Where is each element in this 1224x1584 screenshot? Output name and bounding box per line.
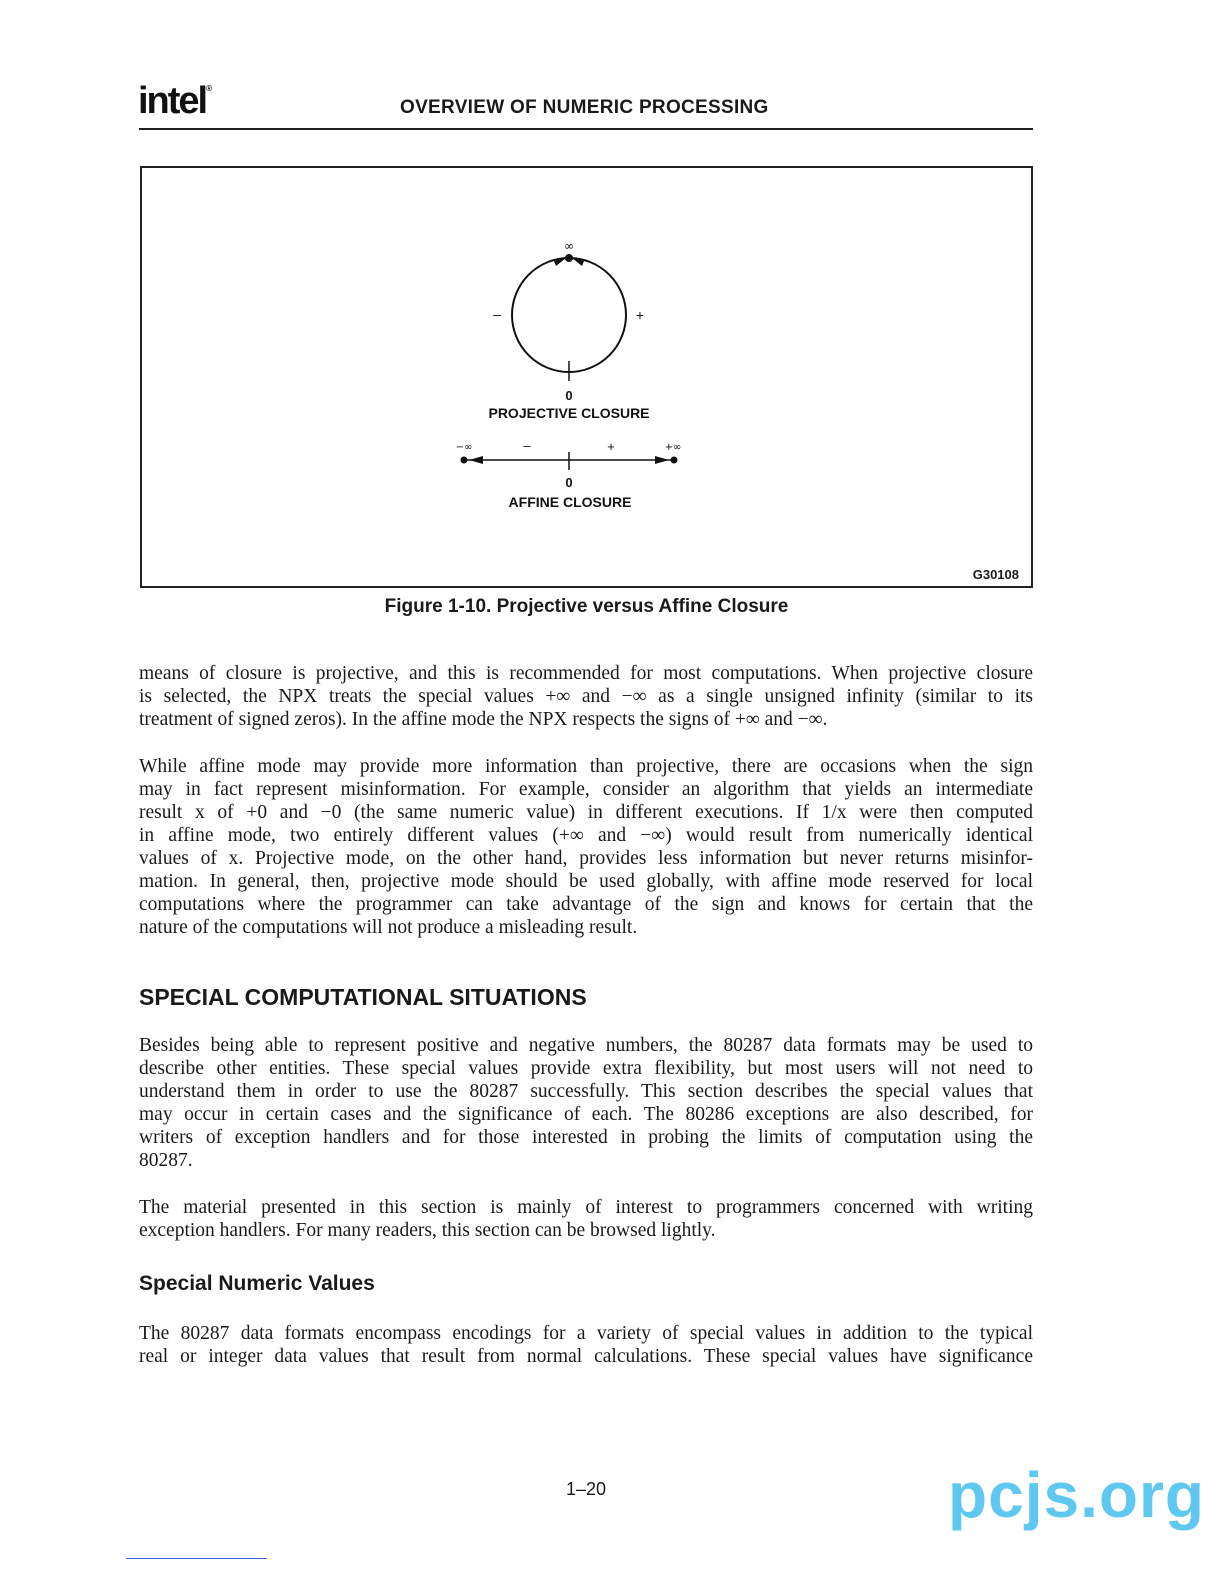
projective-infinity: ∞ [564,239,574,253]
text-line: may in fact represent misinformation. For example, consider an algorithm that yields an intermediate [139,779,1033,800]
figure-caption: Figure 1-10. Projective versus Affine Closure [384,596,789,617]
subsection-heading: Special Numeric Values [139,1272,375,1295]
text-line: nature of the computations will not produce a misleading result. [139,917,638,938]
affine-neg-inf: −∞ [455,442,473,453]
projective-label: PROJECTIVE CLOSURE [488,405,650,421]
text-line: writers of exception handlers and for those interested in probing the limits of computation using the [139,1127,1033,1148]
arrow-right [655,456,669,464]
intel-logo: intel® [138,80,213,122]
header-title: OVERVIEW OF NUMERIC PROCESSING [400,97,769,118]
projective-minus: – [493,306,501,322]
projective-circle [512,258,626,372]
section-heading: SPECIAL COMPUTATIONAL SITUATIONS [139,984,587,1010]
infinity-point [565,254,573,262]
text-line: computations where the programmer can take advantage of the sign and knows for certain that the [139,894,1033,915]
text-line: exception handlers. For many readers, this section can be browsed lightly. [139,1220,716,1241]
text-line: in affine mode, two entirely different values (+∞ and −∞) would result from numerically identical [139,825,1033,846]
text-line: The 80287 data formats encompass encodings for a variety of special values in addition to the typical [139,1323,1033,1344]
text-line: While affine mode may provide more information than projective, there are occasions when the sign [139,756,1033,777]
header-rule [139,128,1033,130]
closure-diagram [142,168,1031,586]
pcjs-watermark: pcjs.org [948,1459,1205,1531]
figure-code: G30108 [972,567,1019,582]
text-line: Besides being able to represent positive and negative numbers, the 80287 data formats may be used to [139,1035,1033,1056]
affine-label: AFFINE CLOSURE [508,494,632,510]
projective-zero: 0 [565,388,573,403]
text-line: treatment of signed zeros). In the affine mode the NPX respects the signs of +∞ and −∞. [139,709,828,730]
text-line: describe other entities. These special values provide extra flexibility, but most users will not need to [139,1058,1033,1079]
paragraph-special-values [139,1322,1033,1368]
projective-plus: + [635,307,645,323]
affine-minus: – [523,438,531,453]
text-line: The material presented in this section is mainly of interest to programmers concerned with writing [139,1197,1033,1218]
pos-inf-point [671,457,678,464]
bottom-rule [126,1558,267,1559]
text-line: is selected, the NPX treats the special values +∞ and −∞ as a single unsigned infinity (similar to its [139,686,1033,707]
text-line: real or integer data values that result from normal calculations. These special values have significance [139,1346,1033,1367]
text-line: means of closure is projective, and this is recommended for most computations. When projective closure [139,663,1033,684]
text-line: understand them in order to use the 80287 successfully. This section describes the special values that [139,1081,1033,1102]
text-line: mation. In general, then, projective mode should be used globally, with affine mode reserved for local [139,871,1033,892]
text-line: 80287. [139,1150,193,1171]
affine-pos-inf: +∞ [664,442,682,453]
affine-plus: + [607,439,615,454]
paragraph-affine-misinformation [139,755,1033,939]
page-number: 1–20 [566,1479,607,1499]
figure-box [140,166,1033,588]
text-line: values of x. Projective mode, on the other hand, provides less information but never returns misinfor- [139,848,1033,869]
paragraph-special-entities [139,1034,1033,1172]
paragraph-material-interest [139,1196,1033,1242]
text-line: result x of +0 and −0 (the same numeric value) in different executions. If 1/x were then computed [139,802,1033,823]
arrow-left [469,456,483,464]
affine-zero: 0 [565,475,573,490]
text-line: may occur in certain cases and the significance of each. The 80286 exceptions are also described, for [139,1104,1033,1125]
neg-inf-point [461,457,468,464]
paragraph-closure-modes [139,662,1033,731]
